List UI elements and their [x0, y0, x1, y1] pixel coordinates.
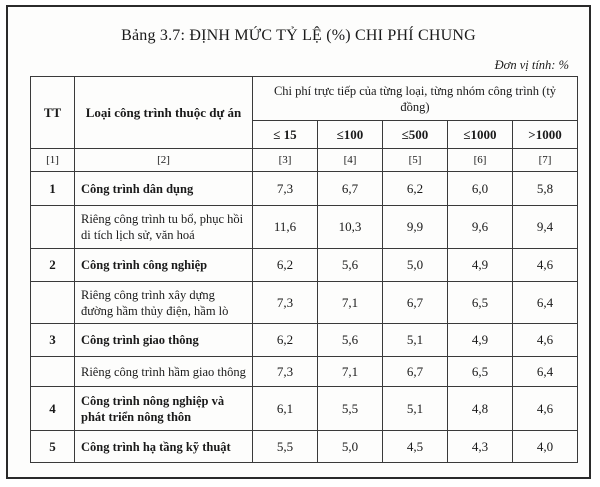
row-name: Riêng công trình xây dựng đường hầm thủy điện, hầm lò [75, 282, 253, 324]
row-value: 4,5 [383, 431, 448, 463]
row-value: 4,3 [448, 431, 513, 463]
row-name: Công trình hạ tầng kỹ thuật [75, 431, 253, 463]
header-col-3: ≤500 [383, 121, 448, 149]
table-row [31, 357, 578, 387]
table-row [31, 206, 578, 249]
header-col-4: ≤1000 [448, 121, 513, 149]
header-type: Loại công trình thuộc dự án [75, 77, 253, 149]
row-value: 4,6 [513, 324, 578, 357]
table-row [31, 172, 578, 206]
row-name: Công trình công nghiệp [75, 249, 253, 282]
row-tt [31, 282, 75, 324]
table-row [31, 387, 578, 431]
table-row [31, 249, 578, 282]
table-row [31, 282, 578, 324]
row-value: 6,1 [253, 387, 318, 431]
index-cell: [7] [513, 149, 578, 172]
header-col-5: >1000 [513, 121, 578, 149]
table-title: Bảng 3.7: ĐỊNH MỨC TỶ LỆ (%) CHI PHÍ CHUNG [121, 27, 476, 44]
row-value: 6,2 [253, 324, 318, 357]
row-value: 7,1 [318, 357, 383, 387]
row-value: 4,6 [513, 249, 578, 282]
row-value: 6,4 [513, 357, 578, 387]
row-value: 6,7 [383, 357, 448, 387]
row-value: 7,3 [253, 357, 318, 387]
row-value: 9,4 [513, 206, 578, 249]
row-tt: 4 [31, 387, 75, 431]
row-tt [31, 206, 75, 249]
row-value: 6,2 [253, 249, 318, 282]
row-value: 6,7 [383, 282, 448, 324]
row-value: 6,5 [448, 357, 513, 387]
row-tt: 3 [31, 324, 75, 357]
index-cell: [6] [448, 149, 513, 172]
header-group: Chi phí trực tiếp của từng loại, từng nhóm công trình (tỷ đồng) [253, 77, 578, 121]
row-value: 10,3 [318, 206, 383, 249]
row-value: 5,0 [383, 249, 448, 282]
row-value: 6,7 [318, 172, 383, 206]
row-value: 6,5 [448, 282, 513, 324]
index-cell: [1] [31, 149, 75, 172]
row-tt: 5 [31, 431, 75, 463]
row-value: 5,1 [383, 387, 448, 431]
row-value: 11,6 [253, 206, 318, 249]
row-value: 7,3 [253, 282, 318, 324]
row-name: Riêng công trình tu bổ, phục hồi di tích lịch sử, văn hoá [75, 206, 253, 249]
row-value: 7,3 [253, 172, 318, 206]
row-value: 4,9 [448, 324, 513, 357]
row-value: 4,9 [448, 249, 513, 282]
row-name: Công trình dân dụng [75, 172, 253, 206]
row-value: 5,5 [318, 387, 383, 431]
row-value: 4,6 [513, 387, 578, 431]
cost-norm-table [30, 76, 578, 463]
row-value: 5,0 [318, 431, 383, 463]
row-name: Riêng công trình hầm giao thông [75, 357, 253, 387]
index-cell: [5] [383, 149, 448, 172]
header-col-1: ≤ 15 [253, 121, 318, 149]
row-value: 6,0 [448, 172, 513, 206]
index-row [31, 149, 578, 172]
row-value: 5,5 [253, 431, 318, 463]
unit-note: Đơn vị tính: % [494, 58, 569, 72]
row-value: 6,2 [383, 172, 448, 206]
row-tt [31, 357, 75, 387]
row-value: 5,6 [318, 324, 383, 357]
row-value: 9,6 [448, 206, 513, 249]
table-row [31, 431, 578, 463]
row-value: 9,9 [383, 206, 448, 249]
index-cell: [2] [75, 149, 253, 172]
row-name: Công trình giao thông [75, 324, 253, 357]
header-tt: TT [31, 77, 75, 149]
row-tt: 1 [31, 172, 75, 206]
row-value: 7,1 [318, 282, 383, 324]
row-value: 5,8 [513, 172, 578, 206]
row-value: 5,6 [318, 249, 383, 282]
row-tt: 2 [31, 249, 75, 282]
row-value: 4,0 [513, 431, 578, 463]
document-frame [6, 5, 591, 479]
row-name: Công trình nông nghiệp và phát triển nông thôn [75, 387, 253, 431]
row-value: 5,1 [383, 324, 448, 357]
row-value: 4,8 [448, 387, 513, 431]
table-row [31, 324, 578, 357]
index-cell: [4] [318, 149, 383, 172]
header-col-2: ≤100 [318, 121, 383, 149]
row-value: 6,4 [513, 282, 578, 324]
index-cell: [3] [253, 149, 318, 172]
